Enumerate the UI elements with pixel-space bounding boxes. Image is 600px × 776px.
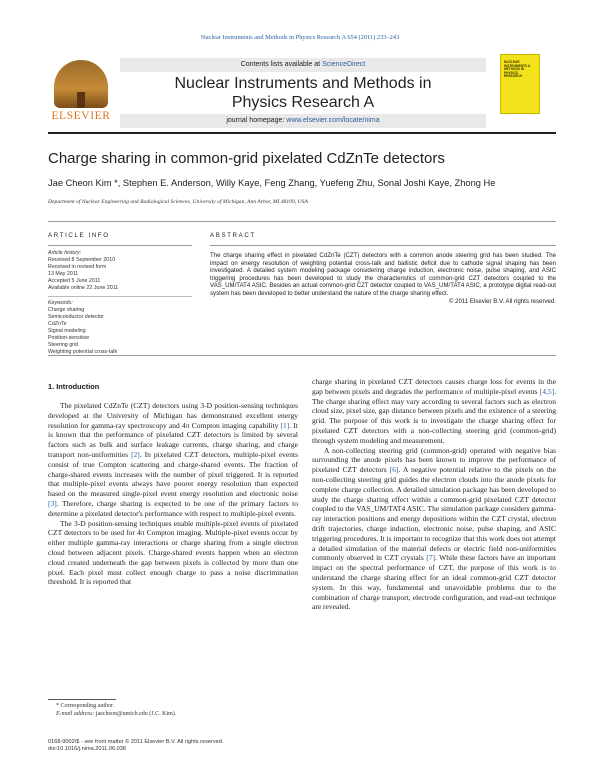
- contents-bar: [120, 58, 486, 72]
- keyword: Weighting potential cross-talk: [48, 349, 118, 356]
- elsevier-logo[interactable]: [48, 58, 114, 128]
- citation-link[interactable]: [1]: [280, 420, 290, 430]
- tree-trunk: [77, 92, 85, 108]
- divider: [48, 221, 556, 222]
- keywords-label: Keywords:: [48, 299, 73, 306]
- left-column: [48, 401, 298, 587]
- history-label: Article history:: [48, 250, 82, 256]
- homepage-prefix: journal homepage:: [226, 117, 287, 124]
- section-heading: 1. Introduction: [48, 382, 100, 391]
- header-rule: [48, 132, 556, 134]
- journal-cover-thumbnail: [500, 54, 540, 114]
- citation-link[interactable]: [7]: [426, 553, 435, 563]
- right-column: [312, 377, 556, 612]
- email-line: [48, 710, 298, 718]
- paragraph: The 3-D position-sensing techniques enable multiple-pixel events of pixelated CZT detectors to be used for 4π Compton imaging. Multiple-pixel events occur by either multiple gamma-ray interactions or charge sharing from a single electron cloud between adjacent pixels. Charge-shared events happen when an electron cloud created underneath the gap between pixels is collected by more than one pixel. Each pixel must collect enough charge to pass a noise discrimination threshold. It is reported that: [48, 518, 298, 587]
- divider: [48, 355, 556, 356]
- footnote: [48, 702, 298, 718]
- citation-link[interactable]: [2]: [131, 449, 140, 459]
- affiliation: Department of Nuclear Engineering and Radiological Sciences, University of Michigan, Ann Arbor, MI 48109, USA: [48, 199, 308, 205]
- sciencedirect-link[interactable]: ScienceDirect: [322, 61, 366, 68]
- abstract-body: The charge sharing effect in pixelated CdZnTe (CZT) detectors with a common anode steering grid has been studied. The impact on energy resolution of weighting potential cross-talk and ballistic deficit due to cathode signal shaping has been investigated. A detailed system modeling package considering charge induction, electronic noise, pulse shaping, and ASIC triggering procedures has been developed to study the characteristics of common-grid CZT detectors coupled to the VAS_UM/TAT4 ASIC. Besides an actual common-grid CZT detector coupled to VAS_UM/TAT4 ASIC, a prototype digital read-out system has been developed to better understand the nature of the charge sharing effect.: [210, 252, 556, 297]
- keyword: Charge sharing: [48, 306, 85, 313]
- elsevier-wordmark: ELSEVIER: [51, 110, 111, 122]
- doi-line[interactable]: doi:10.1016/j.nima.2011.06.038: [48, 746, 126, 753]
- keyword: Position-sensitive: [48, 335, 90, 342]
- keyword: Semiconductor detector: [48, 313, 104, 320]
- contents-prefix: Contents lists available at: [240, 61, 323, 68]
- keyword: Signal modeling: [48, 327, 86, 334]
- paragraph: The pixelated CdZnTe (CZT) detectors using 3-D position-sensing techniques developed at the University of Michigan has demonstrated excellent energy resolution for gamma-ray spectroscopy and 4π Compton imaging capability [1]. It is known that the performance of pixelated CZT detectors is limited by several factors such as bulk and surface leakage currents, charge sharing, and charge transport non-uniformities [2]. In pixelated CZT detectors, multiple-pixel events consist of true Compton scattering and charge-shared events. The fraction of charge-shared events increases with the number of pixel triggered. It is reported that multiple-pixel events always have poorer energy resolution than expected based on the measured single-pixel event energy resolution and electronic noise [3]. Therefore, charge sharing is expected to be one of the primary factors to determine a pixelated detector's performance with respect to multiple-pixel events.: [48, 401, 298, 518]
- journal-citation[interactable]: Nuclear Instruments and Methods in Physics Research A 654 (2011) 233–243: [200, 34, 400, 41]
- article-info-heading: ARTICLE INFO: [48, 232, 110, 239]
- paragraph: charge sharing in pixelated CZT detectors causes charge loss for events in the gap between pixels and degrades the performance of multiple-pixel events [4,5]. The charge sharing effect may vary according to several factors such as electron cloud size, pixel size, gap distance between pixels and the existence of a steering grid. The purpose of this work is to investigate the charge sharing effect for pixelated CZT detectors with a non-collecting steering grid (common-grid) through system modeling and measurement.: [312, 377, 556, 445]
- history-item: Received in revised form: [48, 264, 107, 271]
- article-info: [48, 250, 188, 356]
- journal-title-line1: Nuclear Instruments and Methods in: [174, 75, 432, 92]
- keyword: Steering grid: [48, 342, 79, 349]
- history-item: Accepted 5 June 2011: [48, 278, 101, 285]
- keyword: CdZnTe: [48, 320, 67, 327]
- abstract-copyright: © 2011 Elsevier B.V. All rights reserved.: [448, 297, 556, 305]
- corresponding-note: * Corresponding author.: [56, 703, 115, 709]
- front-matter: [48, 739, 308, 754]
- history-item: Received 8 September 2010: [48, 257, 116, 264]
- citation-link[interactable]: [4,5]: [539, 386, 555, 396]
- history-item: 13 May 2011: [48, 271, 79, 278]
- paragraph: A non-collecting steering grid (common-grid) operated with negative bias surrounding the anode pixels has been known to improve the performance of pixelated CZT detectors [6]. A negative potential relative to the pixels on the non-collecting steering grid guides the electron clouds into the anode pixels for complete charge collection. A detailed simulation package has been developed to study the charge sharing effect within a common-grid pixelated CZT detector coupled to the VAS_UM/TAT4 ASIC. The simulation package considers gamma-ray interaction positions and energy depositions within the CZT crystal, electron drift trajectories, charge induction, electronic noise, pulse shaping, and ASIC triggering procedures. It is important to recognize that this work does not attempt a detailed simulation of the material defects or electric field non-uniformities commonly observed in CZT crystals [7]. While these factors have an important impact on the spectral performance of CZT, the purpose of this work is to understand the charge sharing effect for an ideal common-grid CZT detector system. In this way, fundamental and unavoidable problems due to the combination of charge transport, electrode configuration, and read-out technique are revealed.: [312, 445, 557, 612]
- homepage-link[interactable]: www.elsevier.com/locate/nima: [286, 117, 380, 124]
- journal-title: [120, 74, 486, 112]
- citation-link[interactable]: [3]: [48, 498, 57, 508]
- journal-title-line2: Physics Research A: [231, 94, 375, 111]
- footnote-rule: [48, 699, 116, 700]
- article-title: Charge sharing in common-grid pixelated CdZnTe detectors: [48, 150, 445, 167]
- history-item: Available online 22 June 2011: [48, 285, 119, 292]
- issn-line: 0168-9002/$ - see front matter © 2011 Elsevier B.V. All rights reserved.: [48, 739, 224, 745]
- author-list: Jae Cheon Kim *, Stephen E. Anderson, Willy Kaye, Feng Zhang, Yuefeng Zhu, Sonal Joshi Kaye, Zhong He: [48, 178, 496, 188]
- email-label: E-mail address:: [56, 711, 96, 717]
- abstract: [210, 252, 556, 305]
- journal-homepage-bar: [120, 114, 486, 128]
- citation-link[interactable]: [6]: [389, 465, 399, 475]
- abstract-heading: ABSTRACT: [210, 232, 256, 239]
- divider: [48, 296, 192, 297]
- divider: [210, 245, 556, 246]
- cover-text: NUCLEAR INSTRUMENTS & METHODS IN PHYSICS RESEARCH: [504, 60, 531, 79]
- email-address[interactable]: jaecheon@umich.edu (J.C. Kim).: [95, 711, 177, 717]
- divider: [48, 245, 192, 246]
